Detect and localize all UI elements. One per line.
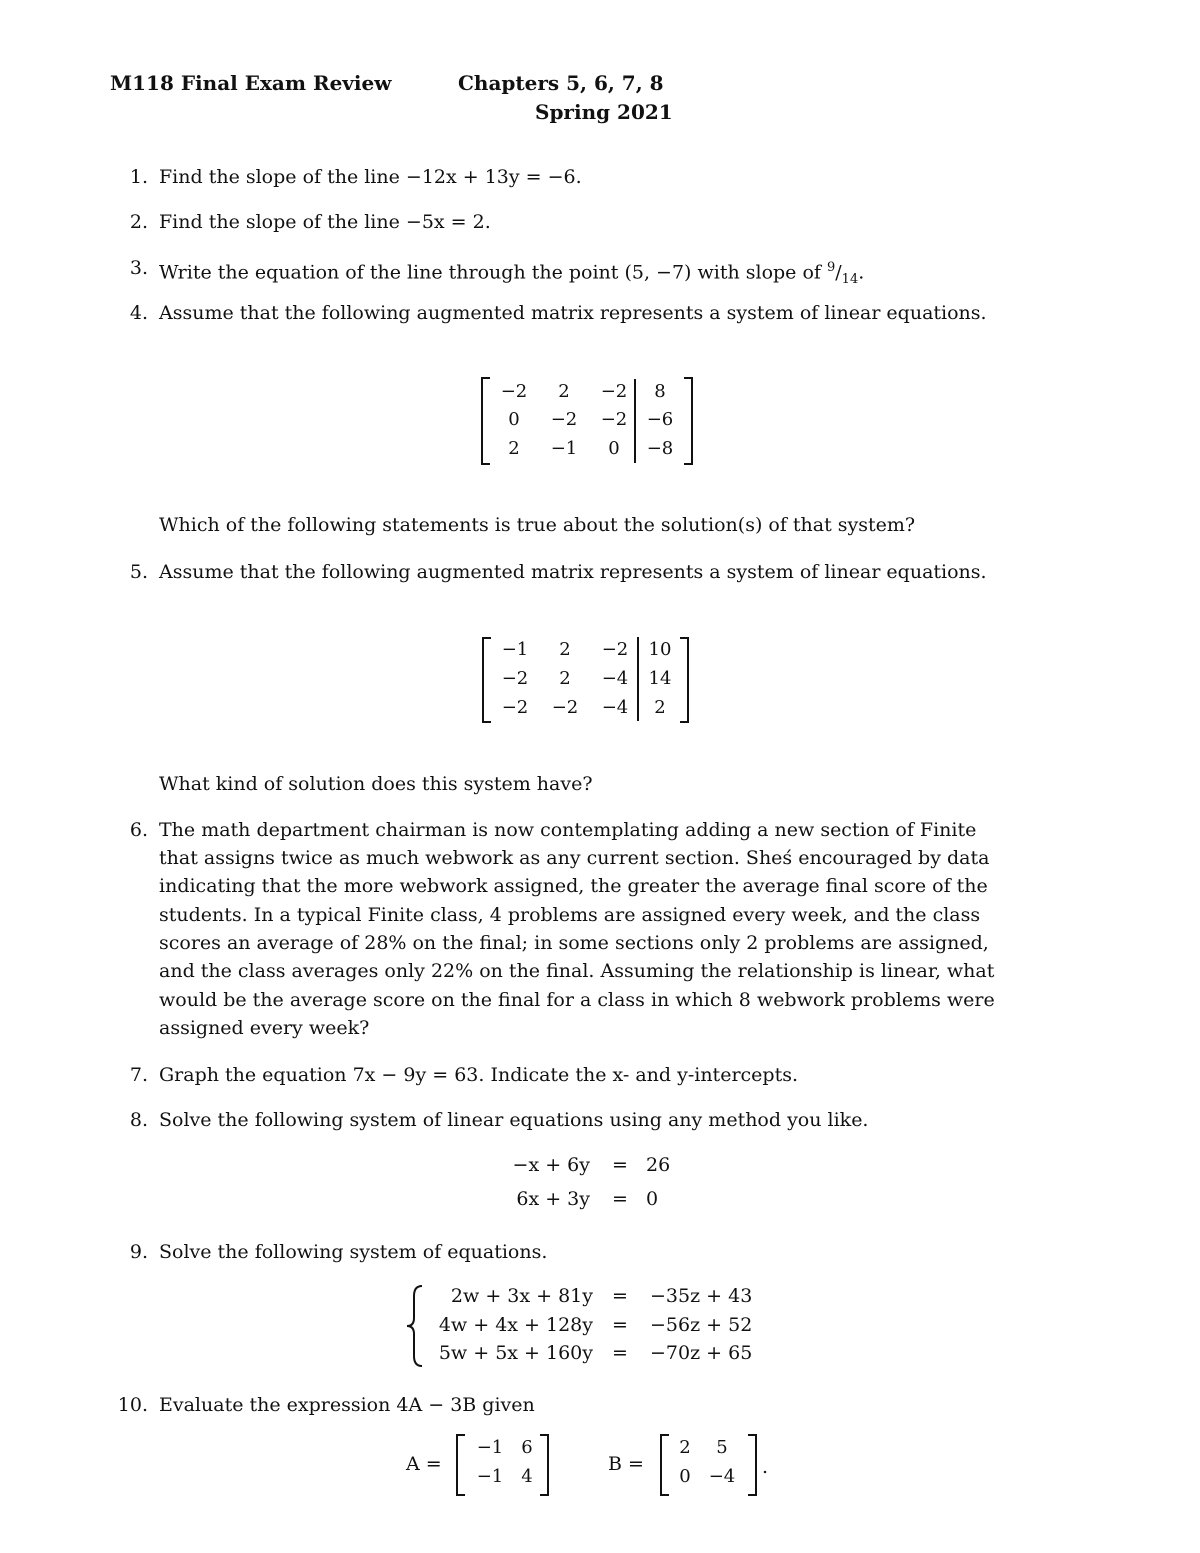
matrix-cell: 0 bbox=[679, 1466, 691, 1487]
problem-text-after: . bbox=[858, 261, 865, 284]
problem-number: 3. bbox=[129, 257, 148, 279]
matrix-cell: −2 bbox=[501, 668, 529, 689]
equation-lhs: 5w + 5x + 160y bbox=[438, 1342, 593, 1364]
problem-number: 4. bbox=[129, 302, 148, 324]
matrix-right-bracket bbox=[748, 1434, 757, 1496]
course-title: M118 Final Exam Review bbox=[110, 71, 392, 95]
equation-equals: = bbox=[612, 1154, 628, 1176]
matrix-right-bracket bbox=[684, 377, 693, 465]
matrix-cell: −8 bbox=[646, 438, 674, 459]
matrix-left-bracket bbox=[481, 377, 490, 465]
problem-text: Assume that the following augmented matrix represents a system of linear equations. bbox=[159, 302, 987, 324]
problem-text: Graph the equation 7x − 9y = 63. Indicate the x- and y-intercepts. bbox=[159, 1064, 798, 1086]
chapters-title: Chapters 5, 6, 7, 8 bbox=[458, 71, 664, 95]
matrix-cell: 2 bbox=[679, 1437, 691, 1458]
problem-text: Solve the following system of linear equations using any method you like. bbox=[159, 1109, 869, 1131]
fraction-numerator: 9 bbox=[826, 260, 836, 275]
problem-text: Find the slope of the line −12x + 13y = −6. bbox=[159, 166, 582, 188]
paragraph-line: scores an average of 28% on the final; in some sections only 2 problems are assigned, bbox=[159, 932, 989, 954]
matrix-right-bracket bbox=[680, 637, 689, 723]
matrix-cell: 4 bbox=[521, 1466, 533, 1487]
matrix-left-bracket bbox=[660, 1434, 669, 1496]
equation-rhs: 0 bbox=[646, 1188, 659, 1210]
matrix-cell: 0 bbox=[508, 409, 520, 430]
problem-number: 9. bbox=[129, 1241, 148, 1263]
paragraph-line: and the class averages only 22% on the final. Assuming the relationship is linear, what bbox=[159, 960, 995, 982]
matrix-cell: −2 bbox=[500, 381, 528, 402]
matrix-cell: −1 bbox=[476, 1437, 504, 1458]
equation-lhs: 2w + 3x + 81y bbox=[450, 1285, 593, 1307]
equation-lhs: 4w + 4x + 128y bbox=[438, 1314, 593, 1336]
paragraph-line: would be the average score on the final for a class in which 8 webwork problems were bbox=[159, 989, 995, 1011]
equation-rhs: 26 bbox=[646, 1154, 671, 1176]
matrix-cell: 2 bbox=[558, 381, 570, 402]
paragraph-line: indicating that the more webwork assigned, the greater the average final score of the bbox=[159, 875, 988, 897]
matrix-cell: −2 bbox=[550, 409, 578, 430]
matrix-cell: −2 bbox=[551, 697, 579, 718]
matrix-cell: −2 bbox=[600, 381, 628, 402]
equation-rhs: −35z + 43 bbox=[650, 1285, 753, 1307]
problem-number: 1. bbox=[129, 166, 148, 188]
paragraph-line: students. In a typical Finite class, 4 problems are assigned every week, and the class bbox=[159, 904, 981, 926]
equation-rhs: −56z + 52 bbox=[650, 1314, 753, 1336]
matrix-cell: 0 bbox=[608, 438, 620, 459]
paragraph-line: that assigns twice as much webwork as any current section. Sheś encouraged by data bbox=[159, 847, 990, 869]
matrix-cell: −4 bbox=[708, 1466, 736, 1487]
problem-text: Evaluate the expression 4A − 3B given bbox=[159, 1394, 535, 1416]
term-title: Spring 2021 bbox=[535, 100, 673, 124]
paragraph-line: assigned every week? bbox=[159, 1017, 370, 1039]
matrix-cell: 2 bbox=[559, 668, 571, 689]
equation-equals: = bbox=[612, 1342, 628, 1364]
matrix-cell: −1 bbox=[476, 1466, 504, 1487]
equation-rhs: −70z + 65 bbox=[650, 1342, 753, 1364]
matrix-cell: −2 bbox=[601, 639, 629, 660]
problem-text: Write the equation of the line through the point (5, −7) with slope of $^9/_{14}$. bbox=[159, 260, 865, 288]
matrix-label: B = bbox=[608, 1453, 644, 1475]
problem-text: Assume that the following augmented matrix represents a system of linear equations. bbox=[159, 561, 987, 583]
matrix-cell: 2 bbox=[559, 639, 571, 660]
equation-equals: = bbox=[612, 1188, 628, 1210]
matrix-cell: −6 bbox=[646, 409, 674, 430]
problem-number: 7. bbox=[129, 1064, 148, 1086]
matrix-left-bracket bbox=[482, 637, 491, 723]
problem-number: 2. bbox=[129, 211, 148, 233]
matrix-cell: −4 bbox=[601, 697, 629, 718]
augment-bar bbox=[634, 379, 636, 463]
problem-question: What kind of solution does this system have? bbox=[159, 773, 593, 795]
problem-number: 5. bbox=[129, 561, 148, 583]
matrix-cell: 5 bbox=[716, 1437, 728, 1458]
matrix-cell: 14 bbox=[648, 668, 672, 689]
matrix-cell: 10 bbox=[648, 639, 672, 660]
matrix-cell: −2 bbox=[501, 697, 529, 718]
problem-number: 8. bbox=[129, 1109, 148, 1131]
problem-text: Solve the following system of equations. bbox=[159, 1241, 548, 1263]
fraction-denominator: 14 bbox=[841, 272, 859, 288]
matrix-cell: −1 bbox=[550, 438, 578, 459]
problem-question: Which of the following statements is true about the solution(s) of that system? bbox=[159, 514, 916, 536]
equation-lhs: −x + 6y bbox=[512, 1154, 590, 1176]
equation-equals: = bbox=[612, 1285, 628, 1307]
matrix-cell: −4 bbox=[601, 668, 629, 689]
paragraph-line: The math department chairman is now contemplating adding a new section of Finite bbox=[159, 819, 977, 841]
matrix-cell: −2 bbox=[600, 409, 628, 430]
matrix-cell: 6 bbox=[521, 1437, 533, 1458]
matrix-cell: 2 bbox=[508, 438, 520, 459]
end-period: . bbox=[762, 1456, 769, 1478]
augment-bar bbox=[637, 637, 639, 721]
equation-lhs: 6x + 3y bbox=[516, 1188, 590, 1210]
matrix-cell: −1 bbox=[501, 639, 529, 660]
matrix-cell: 8 bbox=[654, 381, 666, 402]
problem-text-before: Write the equation of the line through the point (5, −7) with slope of bbox=[159, 261, 827, 284]
matrix-cell: 2 bbox=[654, 697, 666, 718]
equation-equals: = bbox=[612, 1314, 628, 1336]
matrix-label: A = bbox=[406, 1453, 442, 1475]
problem-text: Find the slope of the line −5x = 2. bbox=[159, 211, 491, 233]
problem-number: 10. bbox=[117, 1394, 148, 1416]
matrix-left-bracket bbox=[456, 1434, 465, 1496]
left-brace-icon bbox=[404, 1284, 426, 1368]
problem-number: 6. bbox=[129, 819, 148, 841]
